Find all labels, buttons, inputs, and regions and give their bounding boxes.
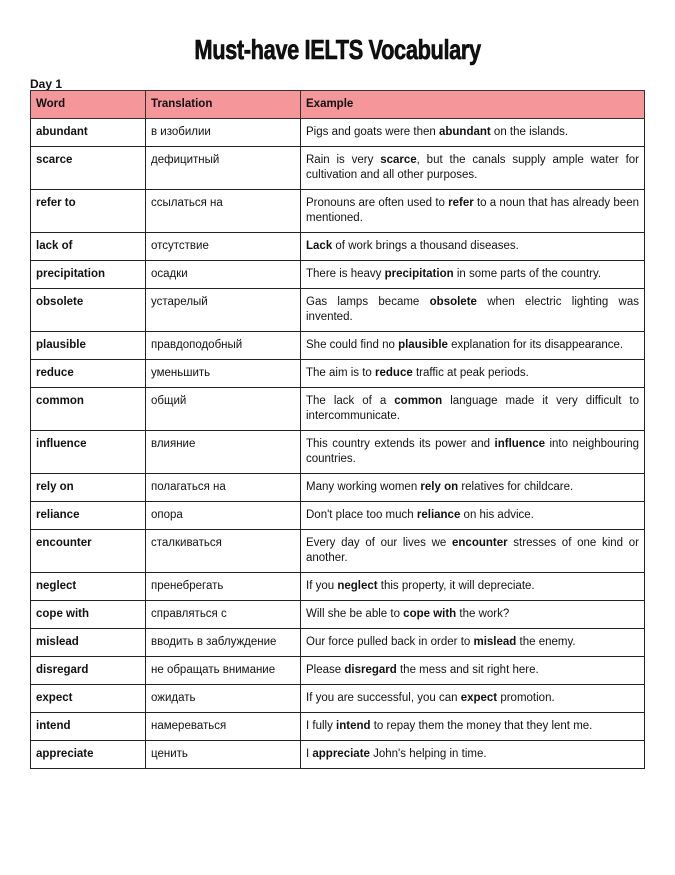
header-translation: Translation [146,91,301,119]
example-cell [301,388,645,431]
word-cell: common [31,388,146,431]
translation-cell: пренебрегать [146,573,301,601]
table-row [31,119,645,147]
word-cell: obsolete [31,289,146,332]
table-row [31,233,645,261]
example-post: in some parts of the country. [453,268,602,280]
translation-cell: в изобилии [146,119,301,147]
translation-cell: ожидать [146,685,301,713]
example-post: on the islands. [490,126,569,138]
example-cell [301,190,645,233]
example-keyword: common [394,395,443,407]
example-pre: Many working women [306,481,421,493]
example-cell [301,431,645,474]
example-pre: Every day of our lives we [306,537,453,549]
word-cell: rely on [31,474,146,502]
example-keyword: expect [460,692,498,704]
translation-cell: полагаться на [146,474,301,502]
translation-cell: опора [146,502,301,530]
example-pre: There is heavy [306,268,385,280]
example-pre: The lack of a [306,395,395,407]
header-example: Example [301,91,645,119]
example-keyword: appreciate [312,748,370,760]
example-post: traffic at peak periods. [412,367,529,379]
word-cell: plausible [31,332,146,360]
word-cell: neglect [31,573,146,601]
translation-cell: отсутствие [146,233,301,261]
example-post: explanation for its disappearance. [447,339,624,351]
table-row [31,685,645,713]
example-pre: Pronouns are often used to [306,197,449,209]
translation-cell: сталкиваться [146,530,301,573]
example-cell [301,360,645,388]
example-keyword: obsolete [429,296,477,308]
table-row [31,431,645,474]
table-row [31,289,645,332]
example-keyword: intend [336,720,371,732]
header-word: Word [31,91,146,119]
table-row [31,474,645,502]
vocabulary-table [30,90,645,769]
word-cell: lack of [31,233,146,261]
example-post: the enemy. [516,636,576,648]
translation-cell: уменьшить [146,360,301,388]
example-post: language made it very difficult to intercommunicate. [306,395,639,422]
example-pre: Please [306,664,345,676]
example-post: into neighbouring countries. [306,438,639,465]
example-pre: This country extends its power and [306,438,495,450]
example-cell [301,573,645,601]
table-row [31,713,645,741]
table-row [31,332,645,360]
example-keyword: refer [448,197,474,209]
title-text: Must-have IELTS Vocabulary [194,34,481,65]
example-post: stresses of one kind or another. [306,537,639,564]
example-cell [301,332,645,360]
example-keyword: mislead [473,636,517,648]
example-post: the work? [456,608,510,620]
example-cell [301,502,645,530]
translation-cell: не обращать внимание [146,657,301,685]
translation-cell: устарелый [146,289,301,332]
example-keyword: disregard [344,664,397,676]
word-cell: encounter [31,530,146,573]
day-label: Day 1 [30,77,63,91]
page-title [0,34,675,66]
table-row [31,147,645,190]
example-post: , but the canals supply ample water for cultivation and all other purposes. [306,154,639,181]
translation-cell: намереваться [146,713,301,741]
header-row [31,91,645,119]
example-cell [301,530,645,573]
example-post: relatives for childcare. [458,481,574,493]
translation-cell: дефицитный [146,147,301,190]
table-row [31,388,645,431]
word-cell: mislead [31,629,146,657]
example-post: this property, it will depreciate. [377,580,535,592]
translation-cell: осадки [146,261,301,289]
table-row [31,601,645,629]
example-pre: The aim is to [306,367,376,379]
table-row [31,530,645,573]
example-keyword: plausible [398,339,448,351]
example-cell [301,741,645,769]
example-pre: Gas lamps became [306,296,430,308]
example-cell [301,685,645,713]
word-cell: disregard [31,657,146,685]
table-row [31,573,645,601]
table-row [31,657,645,685]
example-cell [301,233,645,261]
word-cell: abundant [31,119,146,147]
example-post: to a noun that has already been mentioned. [306,197,639,224]
translation-cell: вводить в заблуждение [146,629,301,657]
example-post: of work brings a thousand diseases. [332,240,519,252]
example-pre: I fully [306,720,337,732]
example-post: promotion. [497,692,555,704]
example-keyword: scarce [380,154,417,166]
example-keyword: reduce [375,367,413,379]
table-row [31,741,645,769]
example-cell [301,261,645,289]
example-keyword: reliance [416,509,461,521]
example-keyword: cope with [403,608,457,620]
example-keyword: neglect [337,580,378,592]
example-pre: Will she be able to [306,608,404,620]
example-cell [301,147,645,190]
example-post: on his advice. [460,509,534,521]
example-post: when electric lighting was invented. [306,296,640,323]
word-cell: refer to [31,190,146,233]
table-row [31,190,645,233]
word-cell: scarce [31,147,146,190]
example-cell [301,657,645,685]
translation-cell: ссылаться на [146,190,301,233]
example-post: John's helping in time. [369,748,487,760]
example-keyword: precipitation [384,268,454,280]
word-cell: reliance [31,502,146,530]
example-cell [301,474,645,502]
word-cell: precipitation [31,261,146,289]
table-row [31,629,645,657]
example-pre: Pigs and goats were then [306,126,439,138]
example-keyword: abundant [438,126,491,138]
example-keyword: rely on [420,481,459,493]
example-pre: Our force pulled back in order to [306,636,474,648]
word-cell: cope with [31,601,146,629]
word-cell: reduce [31,360,146,388]
example-cell [301,289,645,332]
translation-cell: справляться с [146,601,301,629]
word-cell: expect [31,685,146,713]
example-cell [301,629,645,657]
word-cell: intend [31,713,146,741]
translation-cell: общий [146,388,301,431]
example-pre: I [306,748,313,760]
table-row [31,502,645,530]
example-post: the mess and sit right here. [396,664,539,676]
example-keyword: encounter [452,537,508,549]
example-cell [301,601,645,629]
example-post: to repay them the money that they lent me. [370,720,593,732]
example-pre: Don't place too much [306,509,417,521]
example-keyword: Lack [306,240,333,252]
example-keyword: influence [494,438,546,450]
example-pre: She could find no [306,339,399,351]
table-row [31,360,645,388]
example-pre: Rain is very [306,154,381,166]
translation-cell: правдоподобный [146,332,301,360]
table-row [31,261,645,289]
example-pre: If you are successful, you can [306,692,461,704]
word-cell: appreciate [31,741,146,769]
example-cell [301,119,645,147]
example-cell [301,713,645,741]
translation-cell: ценить [146,741,301,769]
example-pre: If you [306,580,338,592]
word-cell: influence [31,431,146,474]
translation-cell: влияние [146,431,301,474]
